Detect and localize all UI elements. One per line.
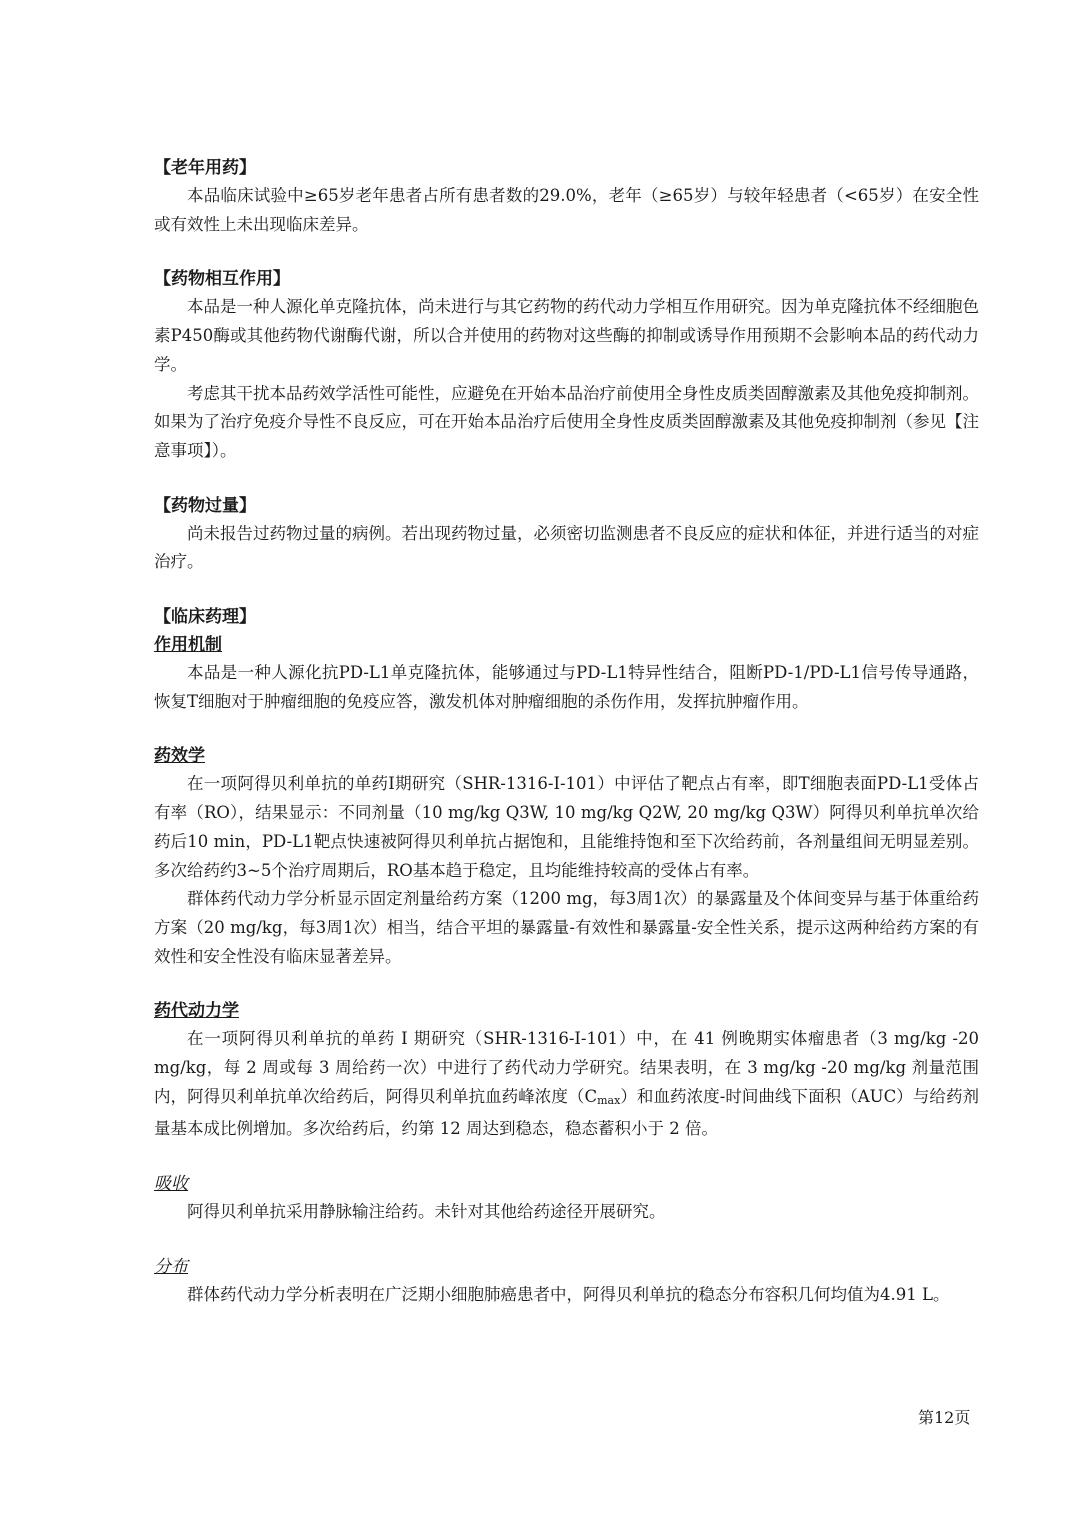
pk-text-after: ）和血药浓度-时间曲线下面积（AUC）与给药剂量基本成比例增加。多次给药后，约第 12 周达到稳态，稳态蓄积小于 2 倍。 (154, 1086, 979, 1139)
subheading-distribution: 分布 (154, 1256, 188, 1277)
paragraph-absorption: 阿得贝利单抗采用静脉输注给药。未针对其他给药途径开展研究。 (187, 1202, 666, 1222)
section-heading-elderly: 【老年用药】 (154, 158, 256, 178)
page-number: 第12页 (918, 1408, 971, 1427)
paragraph-overdose: 尚未报告过药物过量的病例。若出现药物过量，必须密切监测患者不良反应的症状和体征，并进行适当的对症治疗。 (154, 523, 979, 572)
section-heading-overdose: 【药物过量】 (154, 495, 256, 516)
subheading-absorption: 吸收 (154, 1174, 188, 1195)
document-page (154, 154, 979, 1310)
paragraph-pharmacokinetics (154, 1025, 979, 1144)
section-heading-pharmacology: 【临床药理】 (154, 607, 256, 628)
paragraph-pharmacodynamics-1: 在一项阿得贝利单抗的单药I期研究（SHR-1316-I-101）中评估了靶点占有率，即T细胞表面PD-L1受体占有率（RO），结果显示：不同剂量（10 mg/kg Q3W, 10 mg/kg Q2W, 20 mg/kg Q3W）阿得贝利单抗单次给药后10 min，PD-L1靶点快速被阿得贝利单抗占据饱和，且能维持饱和至下次给药前，各剂量组间无明显差别。多次给药约3~5个治疗周期后，RO基本趋于稳定，且均能维持较高的受体占有率。 (154, 774, 979, 880)
paragraph-mechanism: 本品是一种人源化抗PD-L1单克隆抗体，能够通过与PD-L1特异性结合，阻断PD-1/PD-L1信号传导通路，恢复T细胞对于肿瘤细胞的免疫应答，激发机体对肿瘤细胞的杀伤作用，发挥抗肿瘤作用。 (154, 663, 979, 711)
paragraph-distribution: 群体药代动力学分析表明在广泛期小细胞肺癌患者中，阿得贝利单抗的稳态分布容积几何均值为4.91 L。 (187, 1284, 950, 1304)
paragraph-interactions-1: 本品是一种人源化单克隆抗体，尚未进行与其它药物的药代动力学相互作用研究。因为单克隆抗体不经细胞色素P450酶或其他药物代谢酶代谢，所以合并使用的药物对这些酶的抑制或诱导作用预期不会影响本品的药代动力学。 (154, 297, 979, 374)
paragraph-elderly: 本品临床试验中≥65岁老年患者占所有患者数的29.0%，老年（≥65岁）与较年轻患者（<65岁）在安全性或有效性上未出现临床差异。 (154, 186, 979, 234)
subheading-mechanism: 作用机制 (154, 635, 222, 656)
section-heading-interactions: 【药物相互作用】 (154, 269, 290, 290)
subheading-pharmacokinetics: 药代动力学 (154, 1001, 239, 1022)
subheading-pharmacodynamics: 药效学 (154, 746, 205, 767)
pk-text-before: 在一项阿得贝利单抗的单药 I 期研究（SHR-1316-I-101）中，在 41 例晚期实体瘤患者（3 mg/kg -20 mg/kg，每 2 周或每 3 周给药一次）中进行了药代动力学研究。结果表明，在 3 mg/kg -20 mg/kg 剂量范围内，阿得贝利单抗单次给药后，阿得贝利单抗血药峰浓度（C (154, 1029, 979, 1106)
paragraph-interactions-2: 考虑其干扰本品药效学活性可能性，应避免在开始本品治疗前使用全身性皮质类固醇激素及其他免疫抑制剂。如果为了治疗免疫介导性不良反应，可在开始本品治疗后使用全身性皮质类固醇激素及其他免疫抑制剂（参见【注意事项】）。 (154, 383, 979, 460)
paragraph-pharmacodynamics-2: 群体药代动力学分析显示固定剂量给药方案（1200 mg，每3周1次）的暴露量及个体间变异与基于体重给药方案（20 mg/kg，每3周1次）相当，结合平坦的暴露量-有效性和暴露量-安全性关系，提示这两种给药方案的有效性和安全性没有临床显著差异。 (154, 889, 979, 966)
cmax-subscript: max (597, 1093, 621, 1107)
